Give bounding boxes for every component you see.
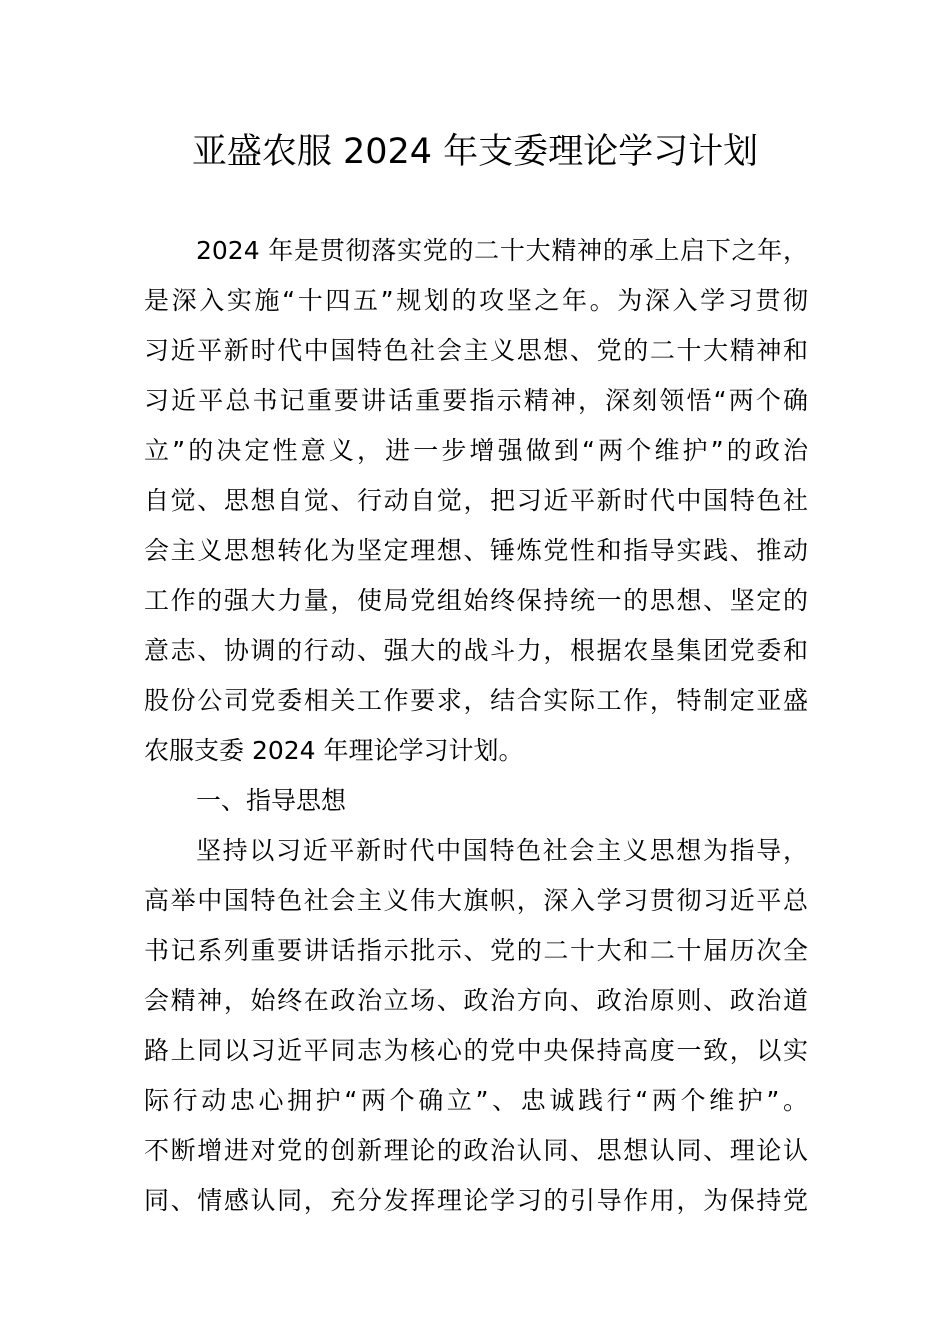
document-body <box>144 226 808 1226</box>
intro-line: 会主义思想转化为坚定理想、锤炼党性和指导实践、推动 <box>144 536 808 565</box>
document-title: 亚盛农服 2024 年支委理论学习计划 <box>191 132 759 172</box>
section-line: 坚持以习近平新时代中国特色社会主义思想为指导， <box>196 836 808 865</box>
section-heading: 一、指导思想 <box>196 786 347 815</box>
section-line: 同、情感认同，充分发挥理论学习的引导作用，为保持党 <box>144 1186 808 1215</box>
intro-line: 习近平总书记重要讲话重要指示精神，深刻领悟“两个确 <box>144 386 808 415</box>
section-line: 际行动忠心拥护“两个确立”、忠诚践行“两个维护”。 <box>144 1086 808 1115</box>
intro-line: 意志、协调的行动、强大的战斗力，根据农垦集团党委和 <box>144 636 808 665</box>
intro-line: 习近平新时代中国特色社会主义思想、党的二十大精神和 <box>144 336 808 365</box>
intro-line: 工作的强大力量，使局党组始终保持统一的思想、坚定的 <box>144 586 808 615</box>
section-line: 书记系列重要讲话指示批示、党的二十大和二十届历次全 <box>144 936 808 965</box>
intro-line: 立”的决定性意义，进一步增强做到“两个维护”的政治 <box>144 436 808 465</box>
intro-line: 2024 年是贯彻落实党的二十大精神的承上启下之年， <box>196 236 808 265</box>
intro-line: 是深入实施“十四五”规划的攻坚之年。为深入学习贯彻 <box>144 286 808 315</box>
section-line: 会精神，始终在政治立场、政治方向、政治原则、政治道 <box>144 986 808 1015</box>
intro-line: 自觉、思想自觉、行动自觉，把习近平新时代中国特色社 <box>144 486 808 515</box>
intro-line: 股份公司党委相关工作要求，结合实际工作，特制定亚盛 <box>144 686 808 715</box>
section-line: 不断增进对党的创新理论的政治认同、思想认同、理论认 <box>144 1136 808 1165</box>
section-line: 高举中国特色社会主义伟大旗帜，深入学习贯彻习近平总 <box>144 886 808 915</box>
section-line: 路上同以习近平同志为核心的党中央保持高度一致，以实 <box>144 1036 808 1065</box>
intro-line: 农服支委 2024 年理论学习计划。 <box>144 736 524 765</box>
